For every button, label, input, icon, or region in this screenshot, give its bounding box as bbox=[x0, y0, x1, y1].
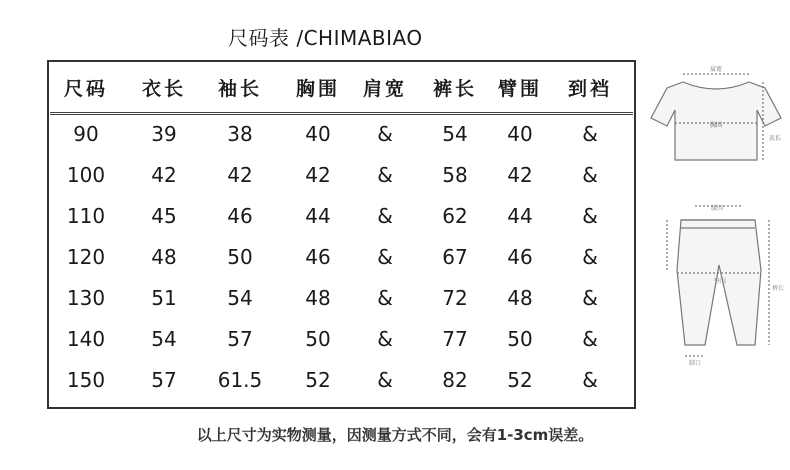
table-cell: & bbox=[377, 245, 393, 269]
table-cell: & bbox=[582, 122, 598, 146]
tshirt-shoulder-label: 肩宽 bbox=[709, 66, 723, 73]
table-cell: & bbox=[377, 122, 393, 146]
table-cell: 61.5 bbox=[217, 368, 263, 392]
table-cell: 45 bbox=[151, 204, 177, 228]
table-cell: 39 bbox=[151, 122, 177, 146]
header-length: 衣长 bbox=[141, 78, 186, 100]
table-cell: 44 bbox=[507, 204, 533, 228]
table-cell: 46 bbox=[305, 245, 331, 269]
table-cell: 54 bbox=[442, 122, 468, 146]
table-cell: 48 bbox=[507, 286, 533, 310]
pants-leg-opening-label: 脚口 bbox=[688, 360, 702, 367]
table-cell: 50 bbox=[305, 327, 331, 351]
table-cell: 140 bbox=[66, 327, 106, 351]
size-chart-title: 尺码表 /CHIMABIAO bbox=[228, 26, 423, 50]
table-cell: 52 bbox=[305, 368, 331, 392]
table-cell: 82 bbox=[442, 368, 468, 392]
table-cell: & bbox=[582, 163, 598, 187]
pants-length-label: 裤长 bbox=[772, 285, 785, 292]
tshirt-diagram bbox=[651, 74, 781, 160]
table-cell: 100 bbox=[66, 163, 106, 187]
table-cell: & bbox=[377, 368, 393, 392]
table-cell: 52 bbox=[507, 368, 533, 392]
tshirt-chest-label: 胸围 bbox=[709, 122, 723, 129]
table-cell: 72 bbox=[442, 286, 468, 310]
header-crotch: 到裆 bbox=[567, 78, 612, 100]
table-cell: & bbox=[582, 204, 598, 228]
table-cell: 42 bbox=[151, 163, 177, 187]
table-cell: 58 bbox=[442, 163, 468, 187]
table-cell: 54 bbox=[227, 286, 253, 310]
table-cell: 90 bbox=[73, 122, 99, 146]
table-cell: 44 bbox=[305, 204, 331, 228]
table-cell: 130 bbox=[66, 286, 106, 310]
table-cell: 42 bbox=[227, 163, 253, 187]
header-hip: 臂围 bbox=[497, 78, 542, 100]
table-cell: & bbox=[377, 327, 393, 351]
table-cell: 40 bbox=[305, 122, 331, 146]
measurement-footnote: 以上尺寸为实物测量，因测量方式不同，会有1-3cm误差。 bbox=[196, 426, 594, 444]
table-cell: & bbox=[377, 204, 393, 228]
garment-measurement-illustration bbox=[645, 60, 785, 390]
table-cell: 110 bbox=[66, 204, 106, 228]
table-cell: & bbox=[377, 163, 393, 187]
header-sleeve: 袖长 bbox=[217, 78, 262, 100]
table-cell: 42 bbox=[305, 163, 331, 187]
table-cell: 120 bbox=[66, 245, 106, 269]
header-shoulder: 肩宽 bbox=[362, 78, 407, 100]
pants-hip-label: 臀围 bbox=[713, 278, 727, 285]
header-pants-length: 裤长 bbox=[432, 78, 477, 100]
table-cell: 57 bbox=[227, 327, 253, 351]
table-cell: 48 bbox=[305, 286, 331, 310]
table-cell: & bbox=[582, 327, 598, 351]
header-divider bbox=[50, 112, 633, 115]
table-cell: 40 bbox=[507, 122, 533, 146]
table-cell: 46 bbox=[507, 245, 533, 269]
table-cell: 150 bbox=[66, 368, 106, 392]
table-cell: & bbox=[582, 368, 598, 392]
tshirt-length-label: 衣长 bbox=[769, 135, 782, 142]
table-cell: 50 bbox=[227, 245, 253, 269]
table-cell: 51 bbox=[151, 286, 177, 310]
table-cell: 62 bbox=[442, 204, 468, 228]
table-cell: & bbox=[377, 286, 393, 310]
table-cell: 57 bbox=[151, 368, 177, 392]
table-cell: 77 bbox=[442, 327, 468, 351]
table-cell: 67 bbox=[442, 245, 468, 269]
table-cell: 38 bbox=[227, 122, 253, 146]
table-cell: & bbox=[582, 286, 598, 310]
table-cell: 54 bbox=[151, 327, 177, 351]
header-chest: 胸围 bbox=[295, 78, 340, 100]
header-size: 尺码 bbox=[63, 78, 108, 100]
table-cell: 46 bbox=[227, 204, 253, 228]
table-cell: 48 bbox=[151, 245, 177, 269]
table-cell: 50 bbox=[507, 327, 533, 351]
pants-waist-label: 腰围 bbox=[710, 205, 724, 212]
table-cell: & bbox=[582, 245, 598, 269]
table-cell: 42 bbox=[507, 163, 533, 187]
